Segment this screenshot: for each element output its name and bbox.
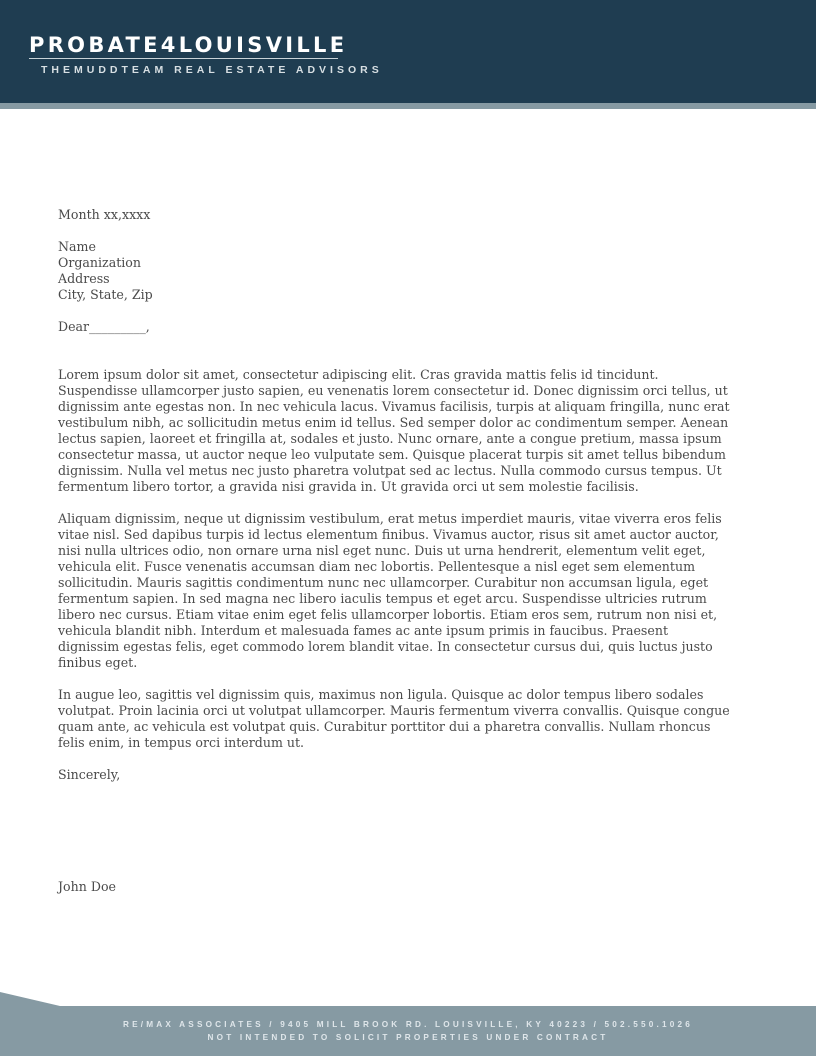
recipient-name: Name — [58, 239, 96, 254]
body-paragraph-2: Aliquam dignissim, neque ut dignissim vestibulum, erat metus imperdiet mauris, vitae viverra eros felis vitae nisl. Sed dapibus turpis id lectus elementum finibus. Vivamus auctor, risus sit amet auctor auctor, nisi nulla ultrices odio, non ornare urna nisl eget nunc. Duis ut urna hendrerit, elementum velit eget, vehicula elit. Fusce venenatis accumsan diam nec lobortis. Pellentesque a nisl eget sem elementum sollicitudin. Mauris sagittis condimentum nunc nec ullamcorper. Curabitur non accumsan ligula, eget fermentum sapien. In sed magna nec libero iaculis tempus et eget arcu. Suspendisse ultricies rutrum libero nec cursus. Etiam vitae enim eget felis ullamcorper lobortis. Etiam eros sem, rutrum non nisi et, vehicula blandit nibh. Interdum et malesuada fames ac ante ipsum primis in faucibus. Praesent dignissim egestas felis, eget commodo lorem blandit vitae. In consectetur cursus dui, quis luctus justo finibus eget. — [58, 511, 722, 670]
recipient-address: Address — [58, 271, 110, 286]
letter-date: Month xx,xxxx — [58, 207, 151, 222]
recipient-block — [58, 239, 730, 303]
letter-body — [58, 207, 730, 895]
footer-address: RE/MAX ASSOCIATES / 9405 MILL BROOK RD. LOUISVILLE, KY 40223 / 502.550.1026 — [122, 1020, 694, 1029]
recipient-city-state-zip: City, State, Zip — [58, 287, 153, 302]
body-paragraph-1: Lorem ipsum dolor sit amet, consectetur adipiscing elit. Cras gravida mattis felis id tincidunt. Suspendisse ullamcorper justo sapien, eu venenatis lorem consectetur id. Donec dignissim orci tellus, ut dignissim ante egestas non. In nec vehicula lacus. Vivamus facilisis, turpis at aliquam fringilla, nunc erat vestibulum nibh, ac sollicitudin metus enim id tellus. Sed semper dolor ac condimentum semper. Aenean lectus sapien, laoreet et fringilla at, sodales et justo. Nunc ornare, ante a congue pretium, massa ipsum consectetur massa, ut auctor neque leo vulputate sem. Quisque placerat turpis sit amet tellus bibendum dignissim. Nulla vel metus nec justo pharetra volutpat sed ac lectus. Nulla commodo cursus tempus. Ut fermentum libero tortor, a gravida nisi gravida in. Ut gravida orci ut sem molestie facilisis. — [58, 367, 730, 494]
salutation: Dear_________, — [58, 319, 150, 334]
closing: Sincerely, — [58, 767, 121, 782]
body-paragraph-3: In augue leo, sagittis vel dignissim quis, maximus non ligula. Quisque ac dolor tempus libero sodales volutpat. Proin lacinia orci ut volutpat ullamcorper. Mauris fermentum viverra convallis. Quisque congue quam ante, ac vehicula est volutpat quis. Curabitur porttitor dui a pharetra convallis. Nullam rhoncus felis enim, in tempus orci interdum ut. — [58, 687, 730, 750]
signature-name: John Doe — [58, 879, 116, 894]
brand-name: PROBATE4LOUISVILLE — [29, 33, 348, 57]
brand-tagline: THEMUDDTEAM REAL ESTATE ADVISORS — [41, 64, 383, 76]
letterhead-banner — [0, 0, 816, 103]
recipient-organization: Organization — [58, 255, 141, 270]
footer-disclaimer: NOT INTENDED TO SOLICIT PROPERTIES UNDER CONTRACT — [207, 1033, 609, 1042]
brand-divider — [29, 58, 338, 59]
header-accent-stripe — [0, 103, 816, 109]
